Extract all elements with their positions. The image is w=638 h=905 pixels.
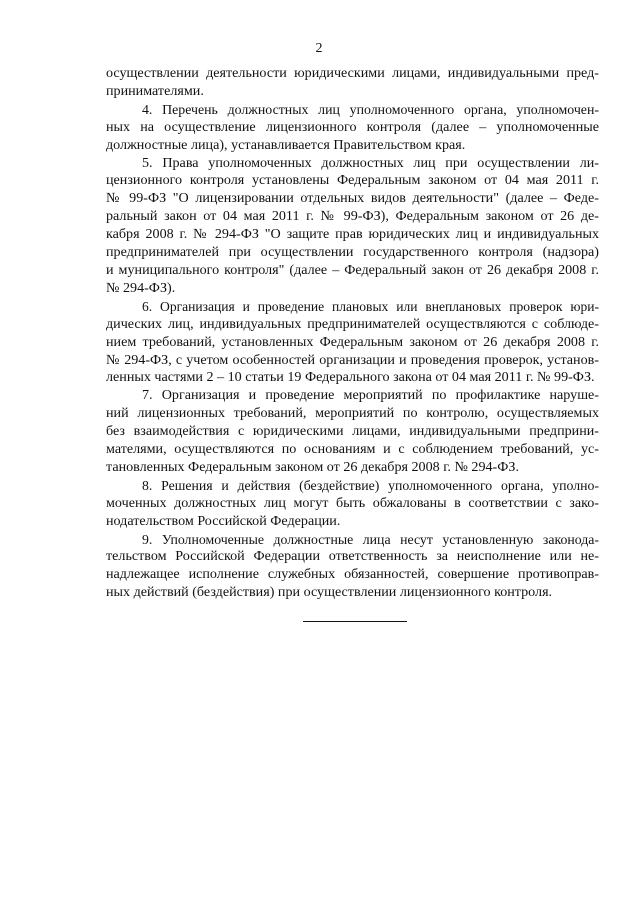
paragraph-item-5 [106,155,599,298]
text-line: моченных должностных лиц могут быть обжалованы в соответствии с зако- [106,494,599,511]
text-line: 6. Организация и проведение плановых или внеплановых проверок юри- [142,298,599,314]
text-line: кабря 2008 г. № 294-ФЗ "О защите прав юридических лиц и индивидуальных [106,226,599,243]
text-line: № 294-ФЗ, с учетом особенностей организации и проведения проверок, установ- [106,351,599,368]
text-line: № 294-ФЗ). [106,279,176,296]
text-line: осуществлении деятельности юридическими лицами, индивидуальными пред- [106,65,599,81]
text-line: ральный закон от 04 мая 2011 г. № 99-ФЗ), Федеральным законом от 26 де- [106,208,599,225]
text-line: нием требований, установленных Федеральным законом от 26 декабря 2008 г. [106,333,599,350]
text-line: 9. Уполномоченные должностные лица несут установленную законода- [142,531,599,547]
text-line: 5. Права уполномоченных должностных лиц при осуществлении ли- [142,154,599,171]
document-body [106,65,599,602]
text-line: ных на осуществление лицензионного контроля (далее – уполномоченные [106,118,599,135]
text-line: надлежащее исполнение служебных обязанностей, совершение противоправ- [106,566,599,583]
text-line: должностные лица), устанавливается Правительством края. [106,136,466,153]
paragraph-continuation [106,65,599,101]
text-line: принимателями. [106,82,204,99]
text-line: № 99-ФЗ "О лицензировании отдельных видов деятельности" (далее – Феде- [106,190,599,207]
text-line: ленных частями 2 – 10 статьи 19 Федерального закона от 04 мая 2011 г. № 99-ФЗ. [106,369,595,386]
text-line: 7. Организация и проведение мероприятий по профилактике наруше- [142,387,599,404]
text-line: 8. Решения и действия (бездействие) уполномоченного органа, уполно- [142,477,599,493]
paragraph-item-8 [106,477,599,531]
paragraph-item-9 [106,531,599,603]
text-line: цензионного контроля установлены Федеральным законом от 04 мая 2011 г. [106,172,599,189]
text-line: предпринимателей при осуществлении государственного контроля (надзора) [106,244,599,261]
text-line: 4. Перечень должностных лиц уполномоченного органа, уполномочен- [142,101,599,117]
paragraph-item-4 [106,101,599,155]
text-line: ных действий (бездействия) при осуществлении лицензионного контроля. [106,584,553,601]
end-of-document-rule [303,621,407,622]
text-line: ний лицензионных требований, мероприятий по контролю, осуществляемых [106,405,599,422]
paragraph-item-7 [106,387,599,477]
page-number: 2 [315,41,323,56]
text-line: нодательством Российской Федерации. [106,512,341,529]
text-line: и муниципального контроля" (далее – Федеральный закон от 26 декабря 2008 г. [106,261,599,278]
text-line: без взаимодействия с юридическими лицами, индивидуальными предприни- [106,423,599,440]
text-line: тельством Российской Федерации ответственность за неисполнение или не- [106,548,599,565]
text-line: тановленных Федеральным законом от 26 декабря 2008 г. № 294-ФЗ. [106,458,519,475]
text-line: дических лиц, индивидуальных предпринимателей осуществляются с соблюде- [106,315,599,332]
paragraph-item-6 [106,298,599,388]
text-line: мателями, осуществляются по основаниям и с соблюдением требований, ус- [106,441,599,458]
